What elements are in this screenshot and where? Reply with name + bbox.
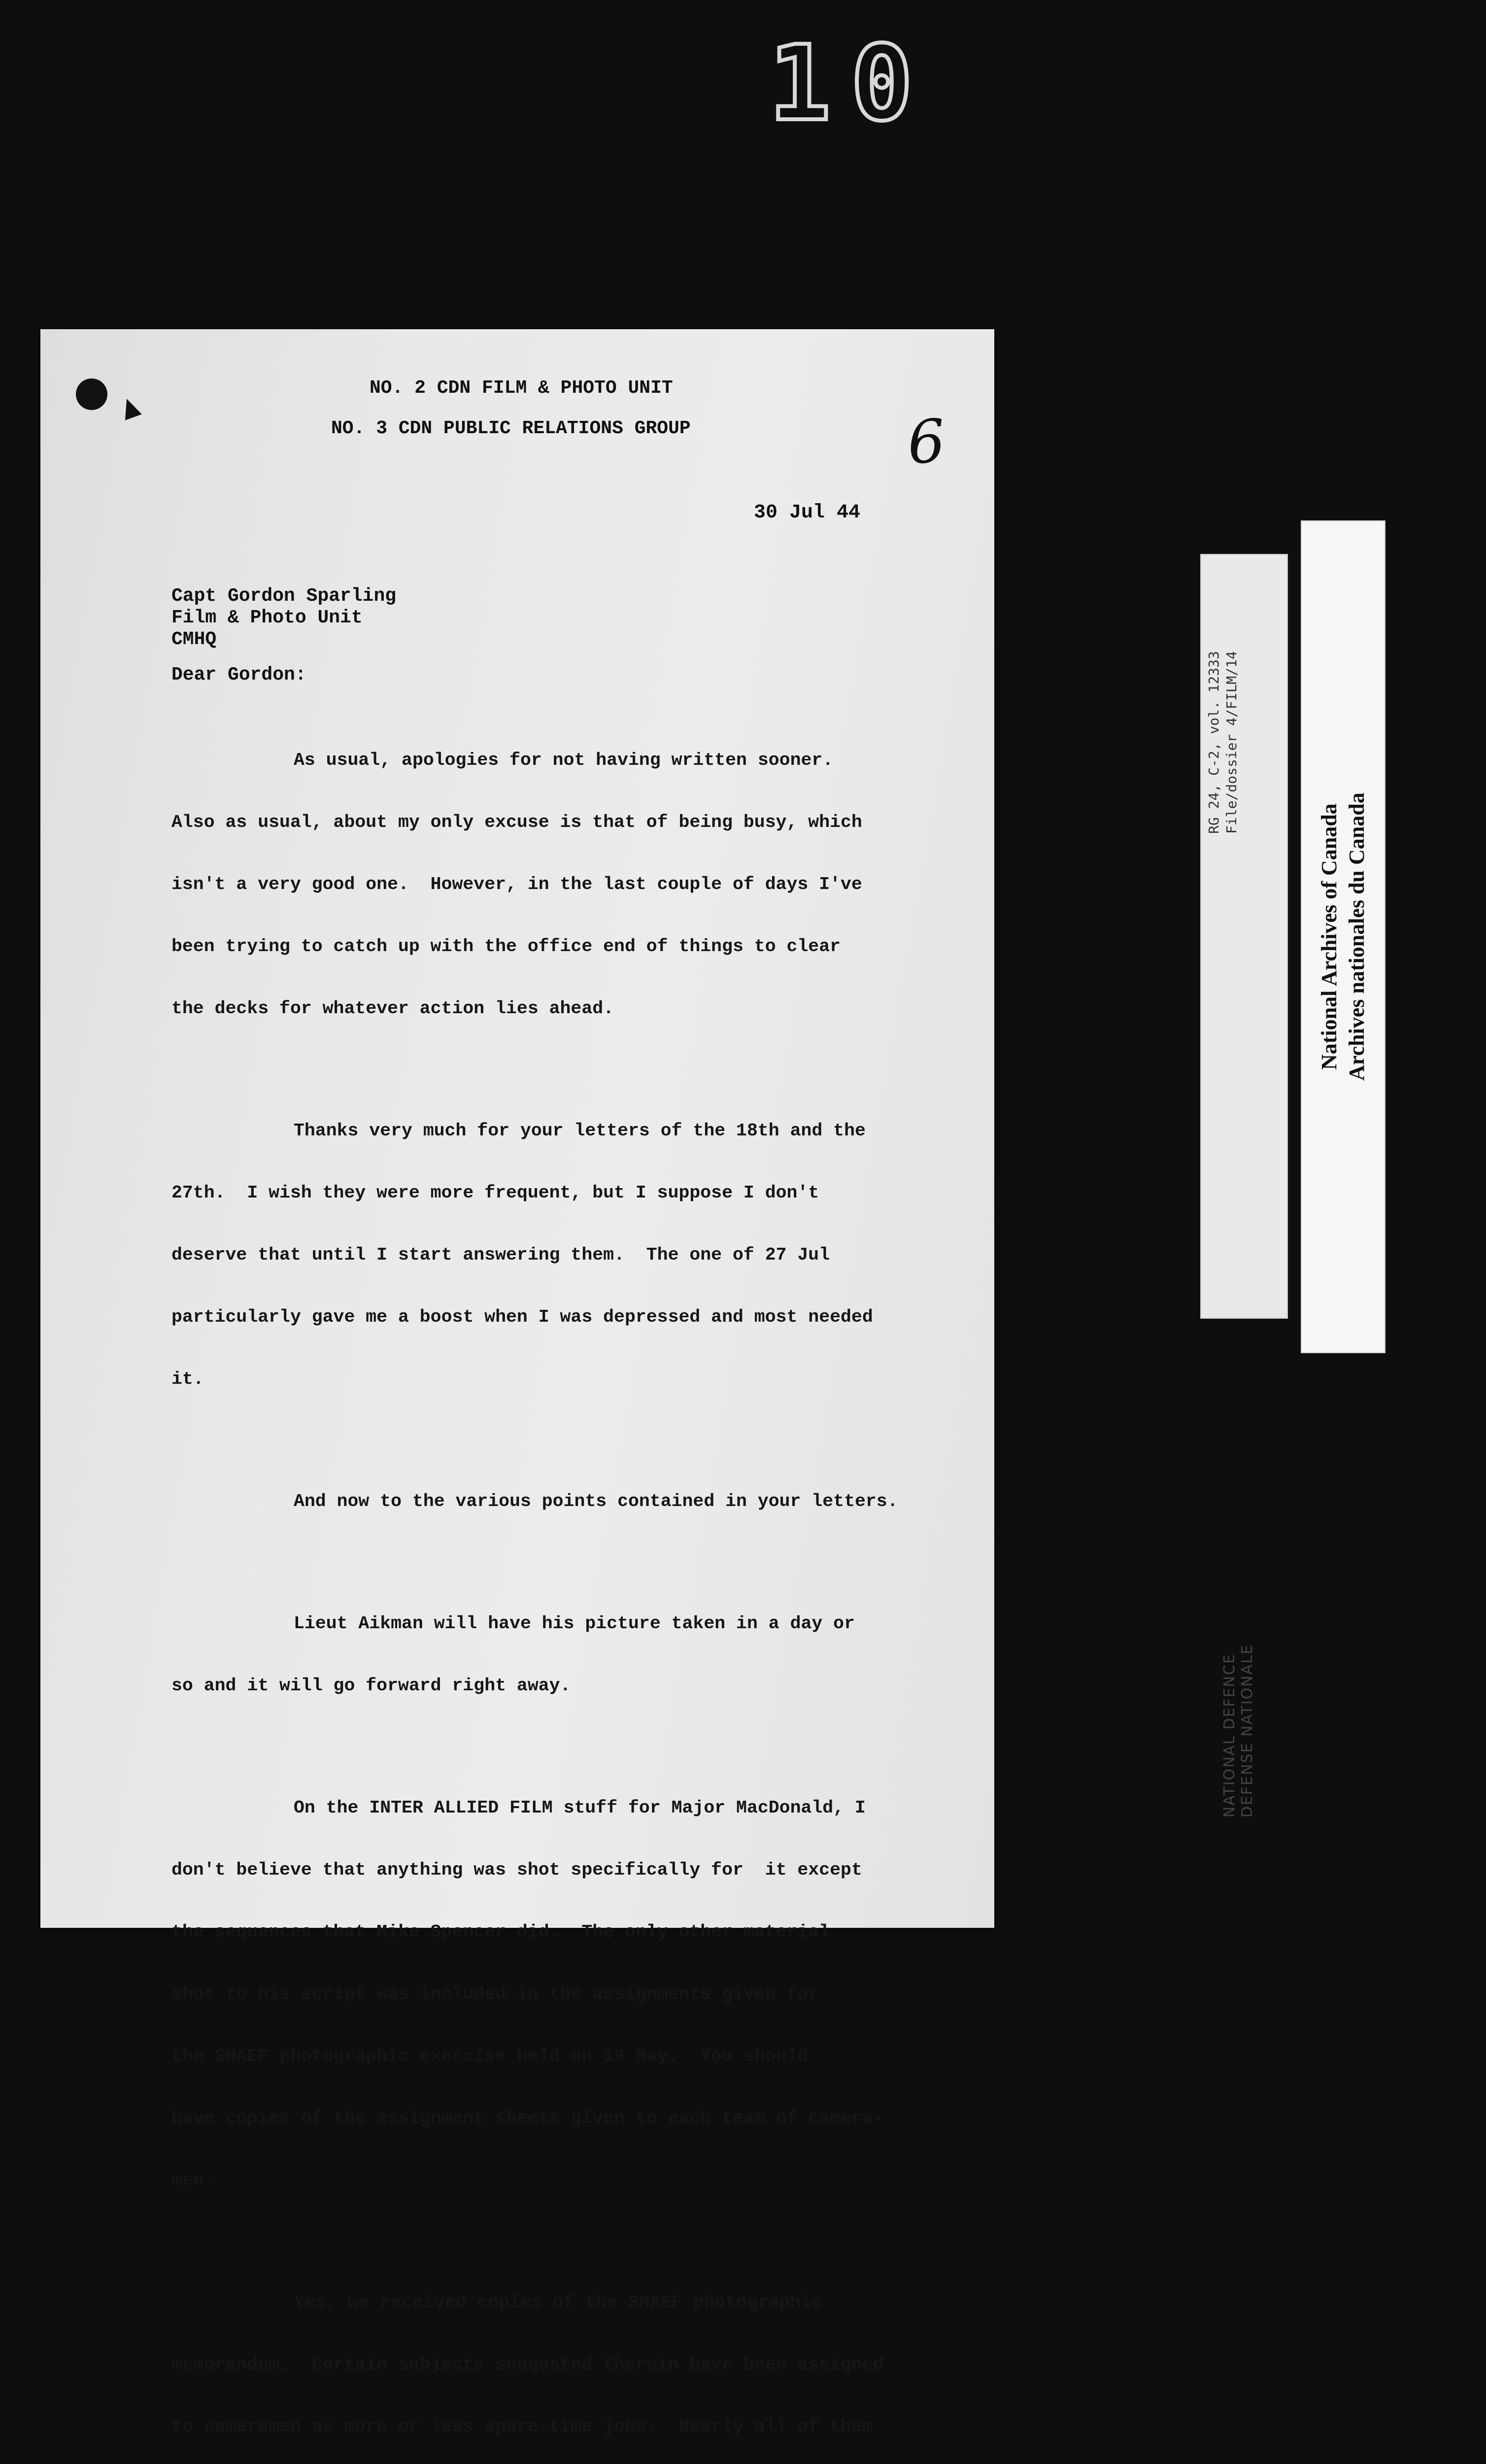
paragraph bbox=[171, 1572, 979, 1738]
text-line: the decks for whatever action lies ahead. bbox=[171, 998, 614, 1019]
archives-line: Archives nationales du Canada bbox=[1345, 792, 1369, 1081]
department-line: NATIONAL DEFENCE bbox=[1221, 1653, 1238, 1818]
text-line: don't believe that anything was shot specifically for it except bbox=[171, 1860, 862, 1880]
paragraph bbox=[171, 1079, 979, 1431]
paragraph bbox=[171, 1756, 979, 2232]
text-line: the sequences that Mike Spencer did. The only other material bbox=[171, 1922, 830, 1942]
text-line: On the INTER ALLIED FILM stuff for Major MacDonald, I bbox=[294, 1798, 866, 1818]
text-line: And now to the various points contained in your letters. bbox=[294, 1491, 898, 1511]
text-line: shot to his script was included in the assignments given for bbox=[171, 1984, 819, 2004]
text-line: isn't a very good one. However, in the last couple of days I've bbox=[171, 874, 862, 894]
text-line: Lieut Aikman will have his picture taken in a day or bbox=[294, 1613, 855, 1634]
text-line: the SHAEF photographic exercise held on 19 May. You should bbox=[171, 2046, 809, 2066]
text-line: it. bbox=[171, 1369, 204, 1389]
text-line: Yes, we received copies of the SHAEF photographic bbox=[294, 2293, 823, 2313]
text-line: deserve that until I start answering them. The one of 27 Jul bbox=[171, 1245, 830, 1265]
paragraph bbox=[171, 709, 979, 1061]
letterhead-group: NO. 3 CDN PUBLIC RELATIONS GROUP bbox=[331, 418, 691, 439]
handwritten-folio-number: 6 bbox=[905, 407, 948, 478]
text-line: have copies of the assignment sheets given to each team of camera- bbox=[171, 2108, 884, 2128]
text-line: Thanks very much for your letters of the 18th and the bbox=[294, 1121, 866, 1141]
salutation: Dear Gordon: bbox=[171, 664, 306, 685]
text-line: so and it will go forward right away. bbox=[171, 1676, 571, 1696]
address-line: Capt Gordon Sparling bbox=[171, 585, 397, 607]
letterhead-unit: NO. 2 CDN FILM & PHOTO UNIT bbox=[370, 377, 673, 399]
text-line: particularly gave me a boost when I was depressed and most needed bbox=[171, 1307, 873, 1327]
letter-date: 30 Jul 44 bbox=[754, 502, 861, 524]
text-line: Also as usual, about my only excuse is that of being busy, which bbox=[171, 812, 862, 832]
text-line: As usual, apologies for not having written sooner. bbox=[294, 750, 834, 770]
recipient-address bbox=[171, 585, 396, 650]
archives-label bbox=[1316, 521, 1371, 1352]
archives-line: National Archives of Canada bbox=[1317, 803, 1341, 1070]
punch-hole bbox=[76, 378, 107, 410]
paragraph bbox=[171, 2251, 979, 2464]
microfilm-frame-number: 10 bbox=[769, 23, 933, 144]
archive-reference-slip bbox=[1200, 554, 1288, 1818]
punch-mark bbox=[118, 396, 142, 420]
text-line: memorandum. Certain subjects suggested therein have been assigned bbox=[171, 2355, 884, 2375]
archives-label-slip bbox=[1301, 520, 1385, 1353]
department-line: DEFENSE NATIONALE bbox=[1239, 1644, 1256, 1818]
letter-page bbox=[40, 329, 994, 2437]
text-line: to cameramen as more or less spare-time jobs. Nearly all of them bbox=[171, 2417, 873, 2437]
department-stamp bbox=[1221, 1644, 1256, 1817]
text-line: been trying to catch up with the office end of things to clear bbox=[171, 936, 841, 957]
address-line: Film & Photo Unit bbox=[171, 607, 363, 628]
text-line: men. bbox=[171, 2170, 215, 2190]
address-line: CMHQ bbox=[171, 629, 217, 650]
reference-line: File/dossier 4/FILM/14 bbox=[1223, 651, 1240, 834]
archive-reference bbox=[1205, 558, 1241, 834]
paragraph bbox=[171, 1450, 979, 1553]
reference-line: RG 24, C-2, vol. 12333 bbox=[1206, 651, 1222, 834]
text-line: 27th. I wish they were more frequent, but I suppose I don't bbox=[171, 1183, 819, 1203]
letter-body bbox=[171, 709, 979, 2464]
